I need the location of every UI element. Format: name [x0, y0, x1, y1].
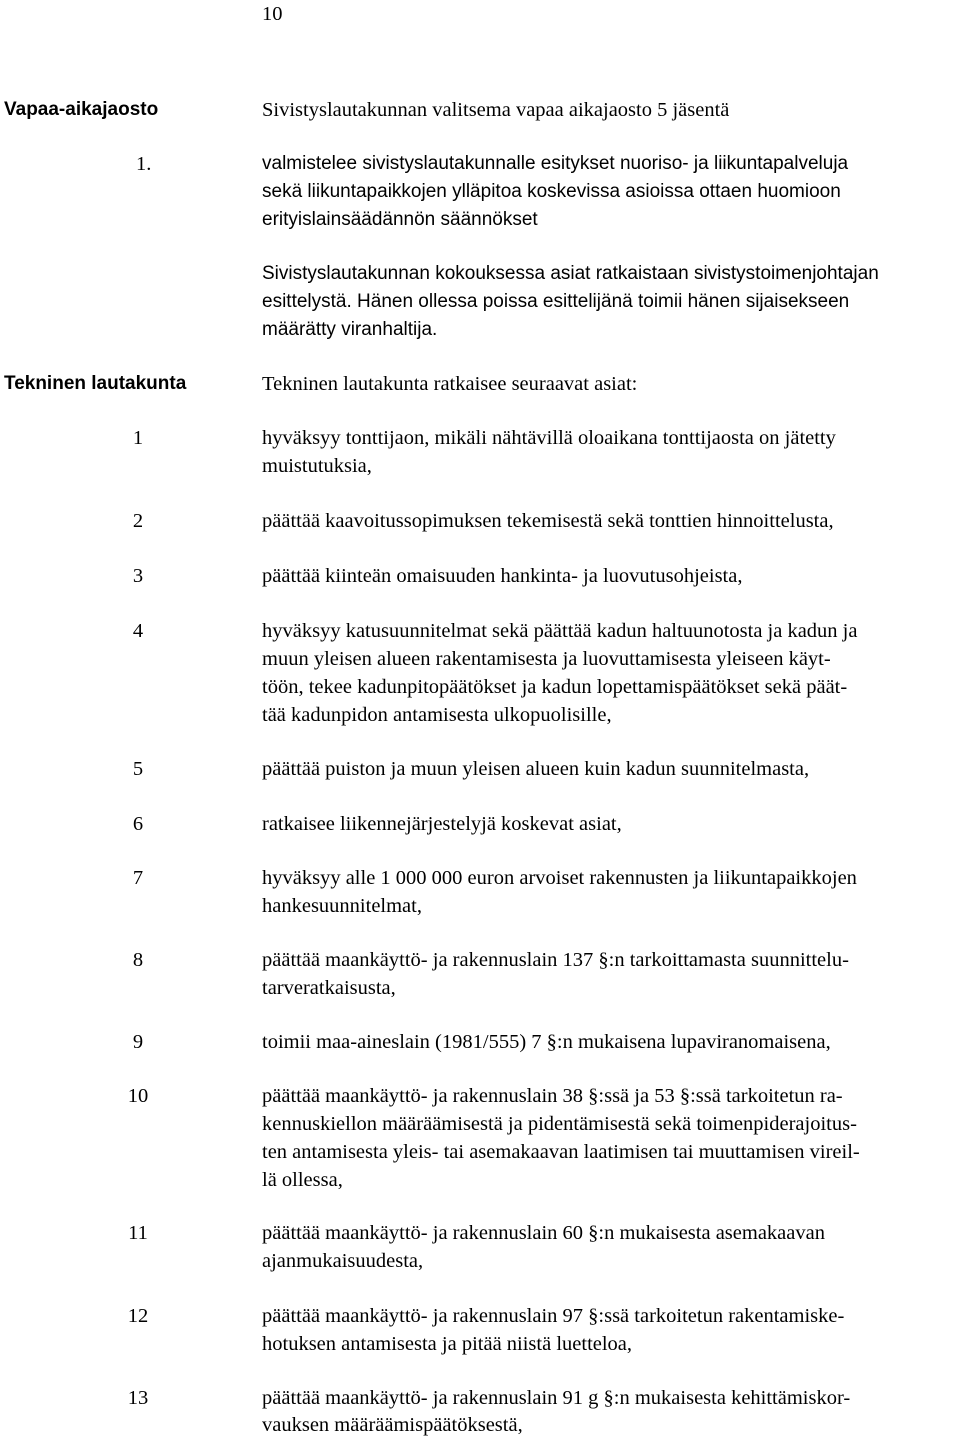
- item-text-line: päättää maankäyttö- ja rakennuslain 137 §:n tarkoittamasta suunnittelu-: [262, 949, 849, 971]
- page-number: 10: [262, 3, 283, 25]
- note-line: esittelystä. Hänen ollessa poissa esittelijänä toimii hänen sijaisekseen: [262, 291, 850, 312]
- item-text-line: toimii maa-aineslain (1981/555) 7 §:n mukaisena lupaviranomaisena,: [262, 1031, 831, 1053]
- item-number: 1.: [136, 153, 152, 175]
- item-text-line: kennuskiellon määräämisestä ja pidentämisestä sekä toimenpiderajoitus-: [262, 1113, 857, 1135]
- item-text-line: ratkaisee liikennejärjestelyjä koskevat asiat,: [262, 813, 622, 835]
- item-text-line: päättää maankäyttö- ja rakennuslain 91 g §:n mukaisesta kehittämiskor-: [262, 1387, 851, 1409]
- item-number: 8: [132, 949, 144, 971]
- item-text-line: lä ollessa,: [262, 1169, 343, 1191]
- item-text-line: hyväksyy tonttijaon, mikäli nähtävillä oloaikana tonttijaosta on jätetty: [262, 427, 836, 449]
- item-number: 7: [132, 867, 144, 889]
- item-number: 10: [127, 1085, 149, 1107]
- item-number: 3: [132, 565, 144, 587]
- item-text-line: ajanmukaisuudesta,: [262, 1250, 424, 1272]
- note-line: määrätty viranhaltija.: [262, 319, 438, 340]
- item-text-line: valmistelee sivistyslautakunnalle esitykset nuoriso- ja liikuntapalveluja: [262, 153, 849, 174]
- item-text-line: hyväksyy katusuunnitelmat sekä päättää kadun haltuunotosta ja kadun ja: [262, 620, 858, 642]
- item-number: 2: [132, 510, 144, 532]
- section-heading-tekninen-lautakunta: Tekninen lautakunta: [4, 373, 187, 394]
- item-text-line: hyväksyy alle 1 000 000 euron arvoiset rakennusten ja liikuntapaikkojen: [262, 867, 857, 889]
- item-text-line: päättää maankäyttö- ja rakennuslain 38 §:ssä ja 53 §:ssä tarkoitetun ra-: [262, 1085, 843, 1107]
- item-text-line: hotuksen antamisesta ja pitää niistä luetteloa,: [262, 1333, 633, 1355]
- section-intro-vapaa-aikajaosto: Sivistyslautakunnan valitsema vapaa aikajaosto 5 jäsentä: [262, 99, 730, 121]
- note-line: Sivistyslautakunnan kokouksessa asiat ratkaistaan sivistystoimenjohtajan: [262, 263, 879, 284]
- item-text-line: tarveratkaisusta,: [262, 977, 396, 999]
- item-number: 9: [132, 1031, 144, 1053]
- item-text-line: päättää puiston ja muun yleisen alueen kuin kadun suunnitelmasta,: [262, 758, 810, 780]
- item-text-line: päättää kaavoitussopimuksen tekemisestä sekä tonttien hinnoittelusta,: [262, 510, 834, 532]
- item-text-line: töön, tekee kadunpitopäätökset ja kadun lopettamispäätökset sekä päät-: [262, 676, 848, 698]
- item-text-line: ten antamisesta yleis- tai asemakaavan laatimisen tai muuttamisen vireil-: [262, 1141, 860, 1163]
- item-text-line: muistutuksia,: [262, 455, 372, 477]
- section-intro-tekninen-lautakunta: Tekninen lautakunta ratkaisee seuraavat asiat:: [262, 373, 638, 395]
- item-text-line: päättää maankäyttö- ja rakennuslain 60 §:n mukaisesta asemakaavan: [262, 1222, 825, 1244]
- item-number: 11: [128, 1222, 148, 1244]
- item-text-line: vauksen määräämispäätöksestä,: [262, 1414, 523, 1436]
- item-text-line: muun yleisen alueen rakentamisesta ja luovuttamisesta yleiseen käyt-: [262, 648, 831, 670]
- item-text-line: sekä liikuntapaikkojen ylläpitoa koskevissa asioissa ottaen huomioon: [262, 181, 841, 202]
- section-heading-vapaa-aikajaosto: Vapaa-aikajaosto: [4, 99, 159, 120]
- item-number: 12: [127, 1305, 149, 1327]
- item-number: 4: [132, 620, 144, 642]
- item-text-line: päättää maankäyttö- ja rakennuslain 97 §:ssä tarkoitetun rakentamiske-: [262, 1305, 845, 1327]
- item-text-line: tää kadunpidon antamisesta ulkopuolisille,: [262, 704, 612, 726]
- item-number: 1: [132, 427, 144, 449]
- item-text-line: erityislainsäädännön säännökset: [262, 209, 538, 230]
- item-number: 13: [127, 1387, 149, 1409]
- item-number: 5: [132, 758, 144, 780]
- item-number: 6: [132, 813, 144, 835]
- item-text-line: hankesuunnitelmat,: [262, 895, 422, 917]
- item-text-line: päättää kiinteän omaisuuden hankinta- ja luovutusohjeista,: [262, 565, 743, 587]
